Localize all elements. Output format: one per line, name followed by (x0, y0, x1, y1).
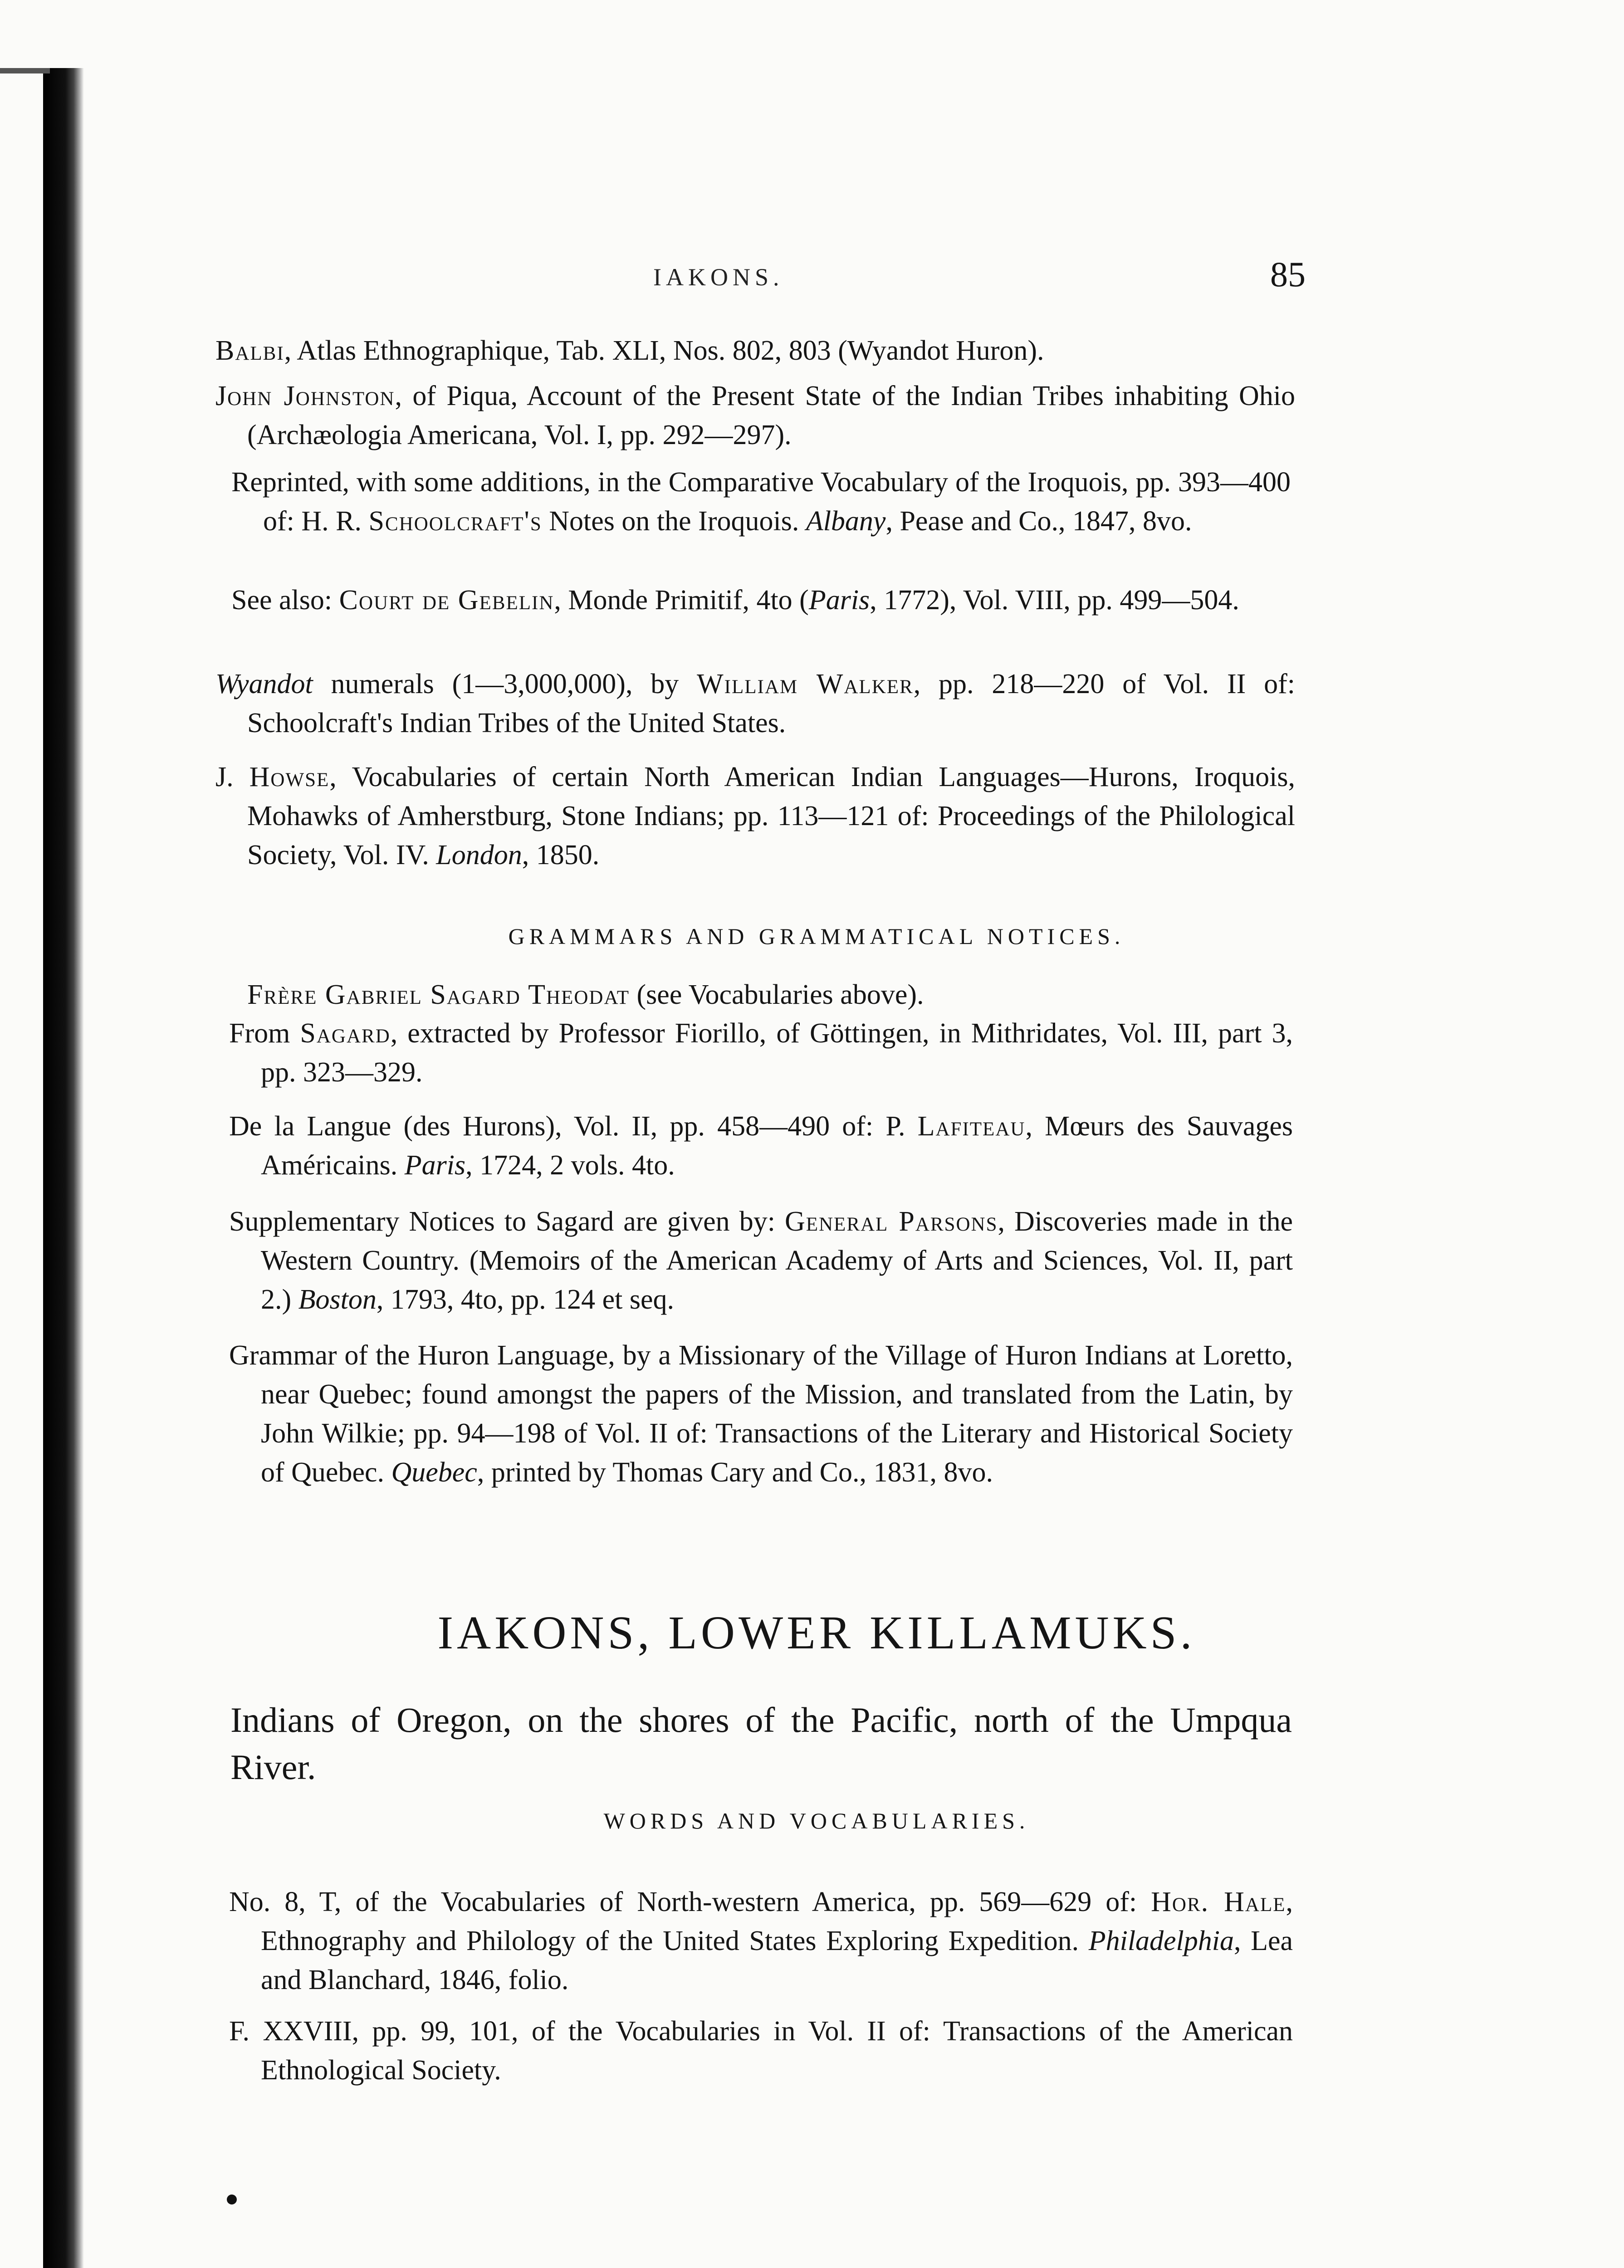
author-name: John Johnston (215, 381, 395, 411)
italic-text: Paris (404, 1150, 466, 1181)
entry-huron-grammar (229, 1336, 1293, 1492)
entry-text: Supplementary Notices to Sagard are given by: (229, 1206, 785, 1237)
entry-sagard (247, 975, 1295, 1014)
entry-see-also (231, 581, 1291, 620)
author-name: Balbi (215, 335, 284, 366)
entry-transactions (229, 2012, 1293, 2090)
entry-text: , printed by Thomas Cary and Co., 1831, 8vo. (477, 1457, 993, 1488)
entry-text: , 1724, 2 vols. 4to. (465, 1150, 675, 1181)
entry-text: , Pease and Co., 1847, 8vo. (885, 506, 1192, 537)
author-name: Frère Gabriel Sagard Theodat (247, 979, 630, 1010)
entry-text: , pp. 218—220 of Vol. II of: Schoolcraft's Indian Tribes of the United States. (247, 669, 1295, 738)
author-name: Court de Gebelin (339, 585, 554, 616)
italic-text: Paris (808, 585, 870, 616)
entry-text: (see Vocabularies above). (630, 979, 924, 1010)
entry-text: , extracted by Professor Fiorillo, of Göttingen, in Mithridates, Vol. III, part 3, pp. 323—329. (261, 1018, 1293, 1088)
entry-hale (229, 1882, 1293, 1999)
main-heading: IAKONS, LOWER KILLAMUKS. (437, 1607, 1196, 1659)
entry-text: J. (215, 762, 249, 792)
entry-text: De la Langue (des Hurons), Vol. II, pp. 458—490 of: P. (229, 1111, 918, 1142)
italic-text: Quebec (391, 1457, 477, 1488)
italic-text: Philadelphia (1088, 1926, 1234, 1956)
stray-ink-dot (227, 2195, 237, 2204)
entry-text: Notes on the Iroquois. (542, 506, 806, 537)
entry-text: F. XXVIII, pp. 99, 101, of the Vocabularies in Vol. II of: Transactions of the American Ethnological Society. (229, 2016, 1293, 2086)
entry-howse (215, 758, 1295, 875)
entry-text: , Atlas Ethnographique, Tab. XLI, Nos. 802, 803 (Wyandot Huron). (284, 335, 1044, 366)
author-name: Howse (249, 762, 330, 792)
section-heading-grammars: GRAMMARS AND GRAMMATICAL NOTICES. (508, 924, 1125, 949)
italic-text: London (436, 840, 522, 870)
entry-text: , Discoveries made in the Western Country. (Memoirs of the American Academy of Arts and Sciences, Vol. II, part 2.) (261, 1206, 1293, 1315)
entry-text: , Monde Primitif, 4to ( (554, 585, 809, 616)
entry-text: Grammar of the Huron Language, by a Missionary of the Village of Huron Indians at Loretto, near Quebec; found amongst the papers of the Mission, and translated from the Latin, by John Wilkie; pp. 94—198 of Vol. II of: Transactions of the Literary and Historical Society of Quebec. (229, 1340, 1293, 1488)
author-name: William Walker (697, 669, 914, 699)
author-name: Lafiteau (917, 1111, 1026, 1142)
italic-text: Wyandot (215, 669, 313, 699)
entry-walker (215, 665, 1295, 743)
entry-text: , Vocabularies of certain North American Indian Languages—Hurons, Iroquois, Mohawks of Amherstburg, Stone Indians; pp. 113—121 of: Proceedings of the Philological Society, Vol. IV. (247, 762, 1295, 870)
entry-text: , 1793, 4to, pp. 124 et seq. (376, 1284, 675, 1315)
entry-text: , of Piqua, Account of the Present State of the Indian Tribes inhabiting Ohio (Archæologia Americana, Vol. I, pp. 292—297). (247, 381, 1295, 450)
entry-johnston (215, 376, 1295, 455)
entry-text: , 1850. (522, 840, 600, 870)
entry-parsons (229, 1202, 1293, 1319)
entry-lafiteau (229, 1107, 1293, 1185)
entry-text: , 1772), Vol. VIII, pp. 499—504. (870, 585, 1239, 616)
entry-reprinted (231, 463, 1291, 541)
entry-fiorillo (229, 1014, 1293, 1092)
subheading: Indians of Oregon, on the shores of the Pacific, north of the Umpqua River. (230, 1700, 1292, 1787)
entry-text: , Mœurs des Sauvages Américains. (261, 1111, 1293, 1181)
entry-text: No. 8, T, of the Vocabularies of North-western America, pp. 569—629 of: (229, 1887, 1151, 1917)
entry-text: Reprinted, with some additions, in the Comparative Vocabulary of the Iroquois, pp. 393—400 of: H. R. (231, 467, 1291, 537)
entry-text: numerals (1—3,000,000), by (313, 669, 697, 699)
author-name: Hor. Hale (1151, 1887, 1286, 1917)
author-name: Sagard (300, 1018, 391, 1049)
entry-text: , Ethnography and Philology of the United States Exploring Expedition. (261, 1887, 1293, 1956)
italic-text: Boston (298, 1284, 377, 1315)
section-heading-words: WORDS AND VOCABULARIES. (603, 1808, 1030, 1833)
entry-text: From (229, 1018, 300, 1049)
entry-text: , Lea and Blanchard, 1846, folio. (261, 1926, 1293, 1995)
running-head: IAKONS. (653, 264, 784, 291)
author-name: Schoolcraft's (368, 506, 542, 537)
entry-text: See also: (231, 585, 339, 616)
entry-balbi (215, 331, 1295, 370)
italic-text: Albany (806, 506, 886, 537)
author-name: General Parsons (784, 1206, 998, 1237)
page-number: 85 (1270, 254, 1306, 294)
